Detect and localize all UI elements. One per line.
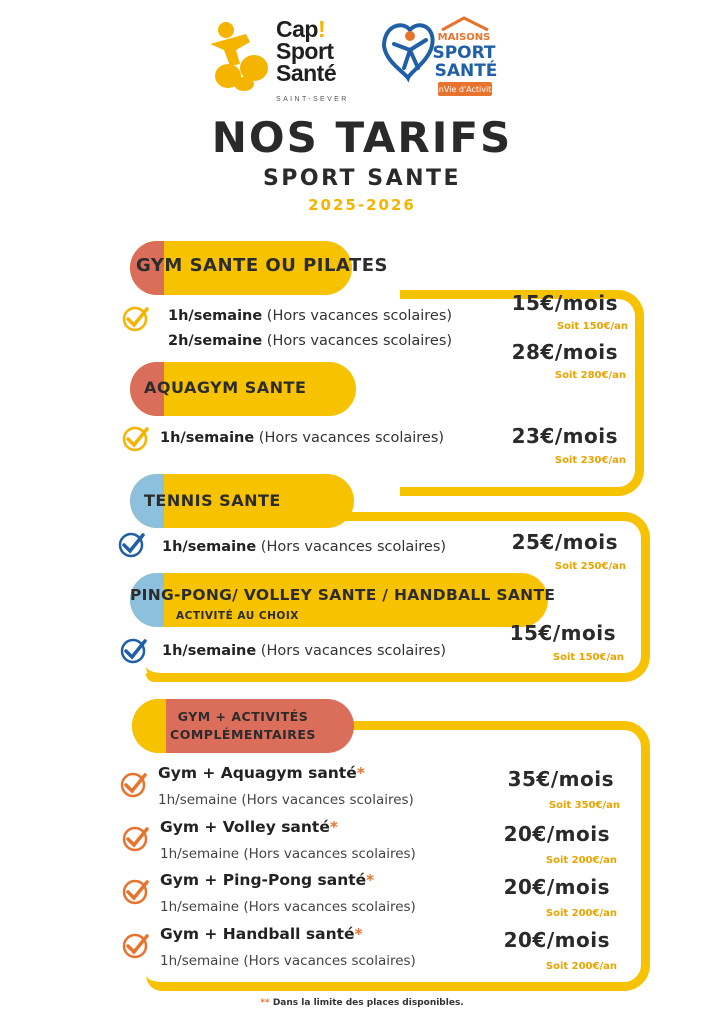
section-pill-gym <box>130 241 389 295</box>
combo-item-year-price: Soit 350€/an <box>548 800 620 811</box>
price-ping: 15€/mois <box>509 621 616 645</box>
price-gym-1h: 15€/mois <box>511 291 618 315</box>
combo-item-title: Gym + Volley santé* <box>160 818 338 836</box>
year-ping: Soit 150€/an <box>552 652 624 663</box>
combo-item-price: 20€/mois <box>503 928 610 952</box>
section-pill-aquagym <box>130 362 356 416</box>
gym-line-2: 2h/semaine (Hors vacances scolaires) <box>168 333 453 349</box>
check-icon <box>118 770 148 800</box>
section-label-aquagym: AQUAGYM SANTE <box>144 378 307 397</box>
check-icon <box>120 304 150 334</box>
check-icon <box>120 931 150 961</box>
page-subtitle: SPORT SANTE <box>262 166 462 191</box>
maisons-tagline: EnVie d'Activité <box>433 85 497 94</box>
gym-line-1: 1h/semaine (Hors vacances scolaires) <box>168 308 453 324</box>
check-icon <box>120 824 150 854</box>
check-icon <box>120 424 150 454</box>
aquagym-line: 1h/semaine (Hors vacances scolaires) <box>160 430 445 446</box>
price-gym-2h: 28€/mois <box>511 340 618 364</box>
cap-sport-sante-location: SAINT-SEVER <box>276 96 349 103</box>
maisons-line2: SPORT <box>432 43 496 63</box>
maisons-sport-sante-logo <box>380 16 498 100</box>
check-icon <box>120 877 150 907</box>
combo-item-title: Gym + Handball santé* <box>160 925 363 943</box>
cap-sport-sante-logo-icon <box>206 20 272 92</box>
maisons-line3: SANTÉ <box>434 61 498 81</box>
year-tennis: Soit 250€/an <box>554 561 626 572</box>
price-tennis: 25€/mois <box>511 530 618 554</box>
combo-item-schedule: 1h/semaine (Hors vacances scolaires) <box>158 792 414 808</box>
section-pill-gym-complementaires <box>132 699 354 753</box>
section-pill-tennis <box>130 474 354 528</box>
year-aquagym: Soit 230€/an <box>554 455 626 466</box>
combo-item-schedule: 1h/semaine (Hors vacances scolaires) <box>160 953 416 969</box>
section-label-tennis: TENNIS SANTE <box>144 491 281 510</box>
combo-item-title: Gym + Ping-Pong santé* <box>160 871 375 889</box>
section-label-gym: GYM SANTE OU PILATES <box>136 255 389 276</box>
combo-item-schedule: 1h/semaine (Hors vacances scolaires) <box>160 846 416 862</box>
combo-item-price: 35€/mois <box>507 767 614 791</box>
page-title: NOS TARIFS <box>211 113 513 162</box>
frame-tennis-ping-corner <box>146 673 186 682</box>
section-sublabel-activite-au-choix: ACTIVITÉ AU CHOIX <box>176 610 299 622</box>
combo-item-year-price: Soit 200€/an <box>545 855 617 866</box>
combo-item-title: Gym + Aquagym santé* <box>158 764 365 782</box>
ping-line: 1h/semaine (Hors vacances scolaires) <box>162 643 447 659</box>
maisons-line1: MAISONS <box>437 32 491 43</box>
year-gym-1h: Soit 150€/an <box>556 321 628 332</box>
combo-item-schedule: 1h/semaine (Hors vacances scolaires) <box>160 899 416 915</box>
footnote: ** Dans la limite des places disponibles. <box>260 998 464 1008</box>
combo-item-year-price: Soit 200€/an <box>545 908 617 919</box>
combo-item-price: 20€/mois <box>503 822 610 846</box>
section-label-ping-volley-handball: PING-PONG/ VOLLEY SANTE / HANDBALL SANTE <box>130 586 556 604</box>
section-label-gym-complementaires: GYM + ACTIVITÉS COMPLÉMENTAIRES <box>170 709 316 742</box>
year-gym-2h: Soit 280€/an <box>554 370 626 381</box>
price-aquagym: 23€/mois <box>511 424 618 448</box>
combo-item-year-price: Soit 200€/an <box>545 961 617 972</box>
combo-item-price: 20€/mois <box>503 875 610 899</box>
season-label: 2025-2026 <box>308 196 416 214</box>
tennis-line: 1h/semaine (Hors vacances scolaires) <box>162 539 447 555</box>
check-icon <box>118 636 148 666</box>
cap-sport-sante-logo-text: Cap! Sport Santé <box>276 16 337 86</box>
check-icon <box>116 530 146 560</box>
